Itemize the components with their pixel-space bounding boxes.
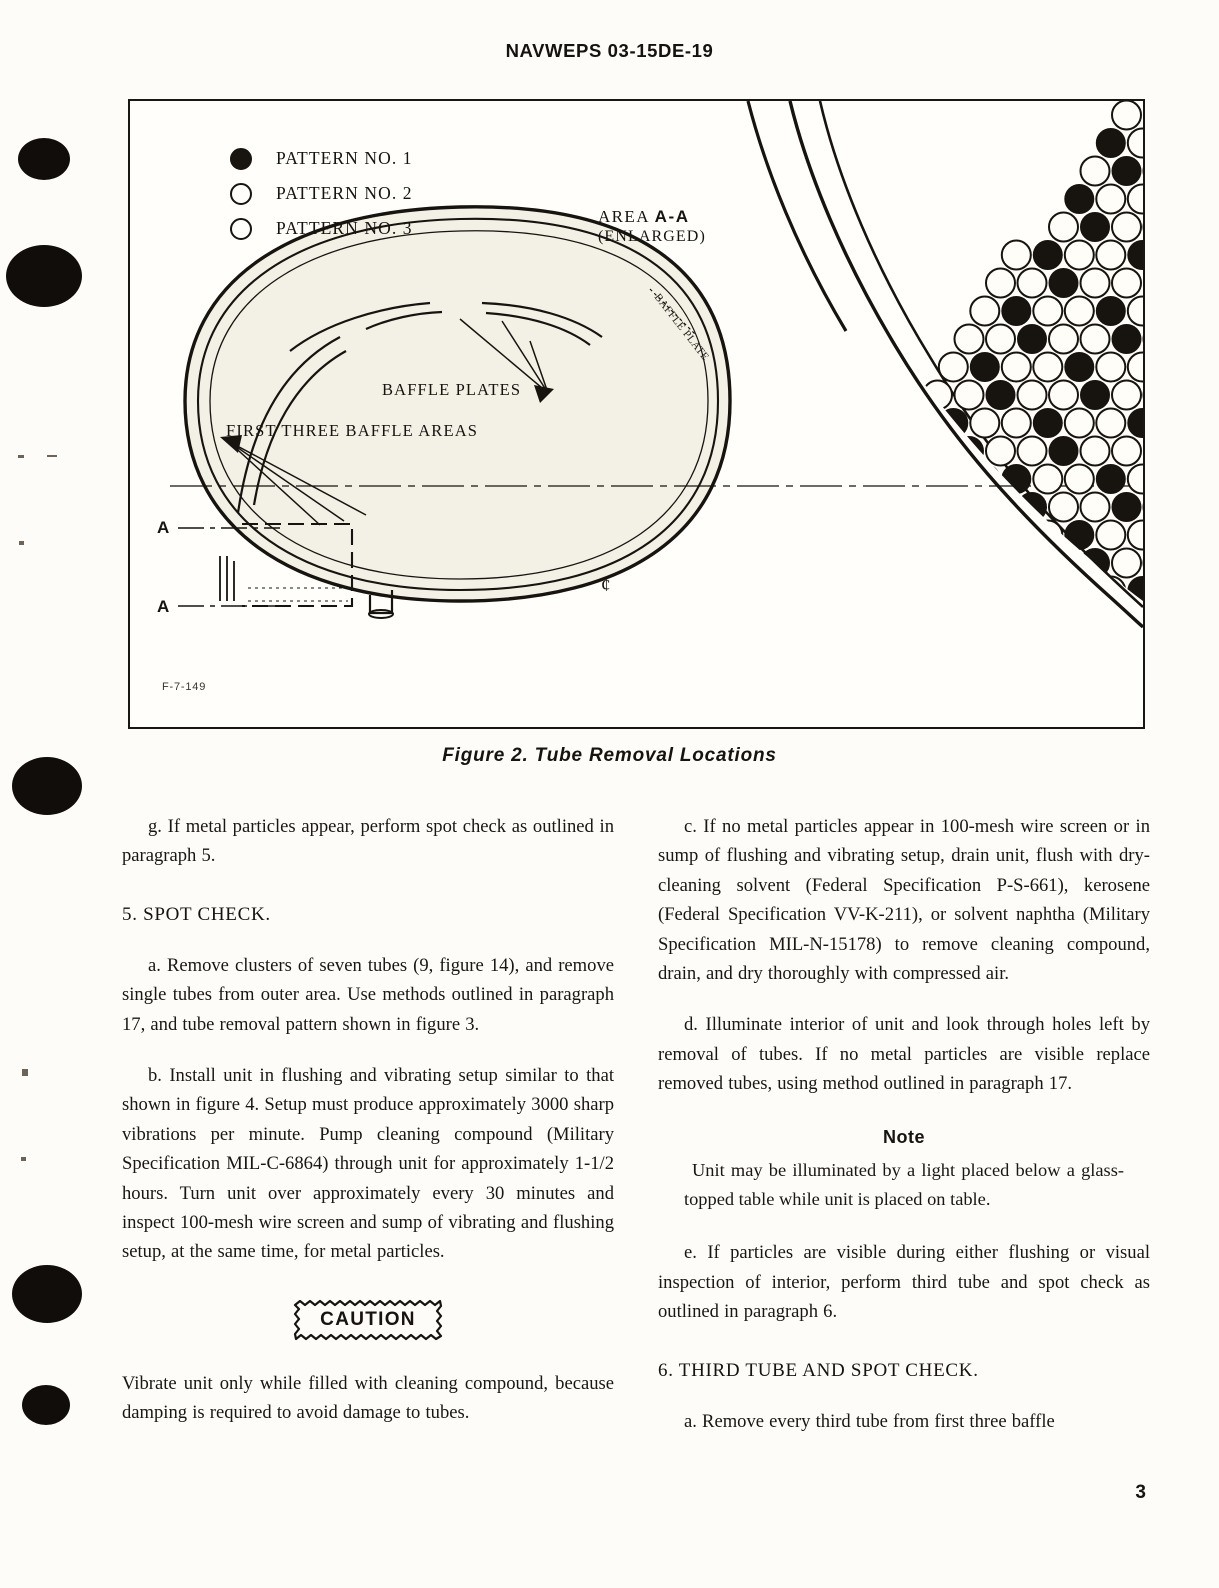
tube-pattern-open (1081, 493, 1110, 522)
tube-pattern-open (1096, 241, 1125, 270)
tube-pattern-open (939, 521, 968, 550)
tube-pattern-open (1128, 521, 1143, 550)
right-text-column (658, 812, 1150, 1458)
legend-label-pattern-1: PATTERN NO. 1 (276, 148, 413, 168)
heading-6-third-tube-and-spot-check: 6. THIRD TUBE AND SPOT CHECK. (658, 1359, 979, 1381)
tube-pattern-1 (829, 661, 858, 690)
tube-pattern-open (1112, 549, 1141, 578)
tube-pattern-open (1018, 605, 1047, 634)
paragraph-6a: a. Remove every third tube from first three baffle (684, 1410, 1055, 1432)
tube-pattern-1 (923, 661, 952, 690)
tube-pattern-open (1002, 521, 1031, 550)
caution-box (291, 1297, 445, 1343)
tube-pattern-1 (1065, 521, 1094, 550)
centerline-symbol: ¢ (601, 575, 611, 596)
tube-pattern-open (1049, 549, 1078, 578)
paragraph-5d: d. Illuminate interior of unit and look through holes left by removal of tubes. If no metal particles are visible replace removed tubes, using method outlined in paragraph 17. (658, 1014, 1150, 1095)
tube-pattern-1 (907, 633, 936, 662)
scan-artifact-punch (12, 1265, 82, 1323)
tube-pattern-1 (1018, 325, 1047, 354)
tube-pattern-1 (1018, 493, 1047, 522)
figure-2-frame (128, 99, 1145, 729)
tube-pattern-1 (1128, 577, 1143, 606)
tube-pattern-open (1112, 437, 1141, 466)
tube-pattern-open (1033, 297, 1062, 326)
tube-pattern-1 (1128, 241, 1143, 270)
tube-pattern-open (1065, 297, 1094, 326)
tube-pattern-open (876, 633, 905, 662)
tube-pattern-open (1096, 409, 1125, 438)
tube-pattern-open (986, 269, 1015, 298)
tube-pattern-1 (1096, 465, 1125, 494)
tube-pattern-open (1002, 577, 1031, 606)
callout-first-three-baffle-areas: FIRST THREE BAFFLE AREAS (226, 421, 479, 440)
tube-pattern-1 (1112, 661, 1141, 690)
tube-pattern-open (1128, 465, 1143, 494)
tube-pattern-open (1049, 325, 1078, 354)
tube-pattern-open (1018, 269, 1047, 298)
tube-pattern-open (1049, 717, 1078, 728)
tube-pattern-open (1065, 465, 1094, 494)
tube-pattern-open (923, 549, 952, 578)
tube-pattern-open (1065, 241, 1094, 270)
tube-pattern-open (955, 325, 984, 354)
tube-pattern-1 (876, 521, 905, 550)
tube-pattern-1 (813, 633, 842, 662)
tube-pattern-open (1081, 437, 1110, 466)
paragraph-5b: b. Install unit in flushing and vibrating setup similar to that shown in figure 4. Setup must produce approximately 3000 sharp vibrations per minute. Pump cleaning compound (Military Specification MIL-C-6864) through unit for approximately 1-1/2 hours. Turn unit over approximately every 30 minutes and inspect 100-mesh wire screen and sump of vibrating and flushing setup, at the same time, for metal particles. (122, 1065, 614, 1263)
tube-pattern-open (986, 325, 1015, 354)
tube-pattern-open (1128, 633, 1143, 662)
tube-pattern-open (1081, 661, 1110, 690)
caution-label: CAUTION (320, 1308, 416, 1330)
tube-pattern-1 (1096, 633, 1125, 662)
tube-pattern-1 (1065, 185, 1094, 214)
tube-pattern-open (860, 661, 889, 690)
scan-artifact-punch (18, 138, 70, 180)
tube-pattern-1 (1081, 549, 1110, 578)
tube-pattern-open (1018, 549, 1047, 578)
tube-pattern-1 (955, 437, 984, 466)
tube-pattern-1 (1112, 493, 1141, 522)
tube-pattern-open (907, 689, 936, 718)
scan-artifact-speck (21, 1157, 26, 1161)
tube-pattern-1 (970, 689, 999, 718)
tube-pattern-open (986, 605, 1015, 634)
tube-pattern-open (1081, 157, 1110, 186)
tube-pattern-open (1033, 689, 1062, 718)
tube-pattern-open (1081, 325, 1110, 354)
figure-2-caption: Figure 2. Tube Removal Locations (442, 745, 777, 766)
tube-pattern-1 (1081, 717, 1110, 728)
left-text-column (122, 812, 614, 1450)
tube-pattern-open (1112, 101, 1141, 130)
tube-pattern-open (1033, 465, 1062, 494)
area-a-a-label (598, 206, 706, 247)
scan-artifact-speck (18, 455, 24, 458)
tube-pattern-open (923, 605, 952, 634)
tube-pattern-open (970, 297, 999, 326)
tube-pattern-open (955, 549, 984, 578)
tube-pattern-open (892, 605, 921, 634)
tube-pattern-open (939, 689, 968, 718)
tube-pattern-open (1112, 381, 1141, 410)
tube-pattern-open (970, 465, 999, 494)
tube-pattern-1 (939, 577, 968, 606)
tube-pattern-open (829, 605, 858, 634)
tube-pattern-1 (970, 353, 999, 382)
tube-pattern-open (923, 437, 952, 466)
svg-text:BAFFLE PLATE: BAFFLE PLATE (651, 291, 712, 364)
tube-pattern-1 (970, 521, 999, 550)
tube-pattern-open (1018, 717, 1047, 728)
tube-pattern-open (1112, 213, 1141, 242)
tube-pattern-open (1112, 717, 1141, 728)
pattern-legend (230, 141, 413, 246)
tube-pattern-open (970, 409, 999, 438)
tube-pattern-open (844, 689, 873, 718)
tube-pattern-open (1081, 269, 1110, 298)
tube-pattern-1 (955, 605, 984, 634)
tube-pattern-1 (986, 549, 1015, 578)
tube-pattern-open (892, 661, 921, 690)
caution-text: Vibrate unit only while filled with cleaning compound, because damping is required to avoid damage to tubes. (122, 1372, 614, 1424)
tube-pattern-open (844, 521, 873, 550)
tube-pattern-1 (1018, 661, 1047, 690)
tube-pattern-open (1096, 353, 1125, 382)
tube-pattern-open (923, 381, 952, 410)
tube-pattern-open (1002, 689, 1031, 718)
tube-pattern-1 (1112, 157, 1141, 186)
tube-pattern-open (1128, 353, 1143, 382)
tube-pattern-1 (860, 605, 889, 634)
page-number: 3 (1135, 1482, 1146, 1503)
tube-pattern-open (1049, 661, 1078, 690)
open-circle-icon (230, 183, 252, 205)
tube-pattern-open (939, 353, 968, 382)
tube-pattern-open (1049, 213, 1078, 242)
tube-pattern-open (1033, 353, 1062, 382)
tube-pattern-1 (1081, 213, 1110, 242)
tube-pattern-1 (876, 689, 905, 718)
open-circle-icon (230, 218, 252, 240)
tube-pattern-1 (1002, 633, 1031, 662)
tube-pattern-open (1065, 409, 1094, 438)
tube-pattern-open (955, 381, 984, 410)
legend-row-pattern-1 (230, 141, 413, 176)
scan-artifact-speck (22, 1069, 28, 1076)
tube-pattern-open (1002, 353, 1031, 382)
tube-pattern-open (829, 549, 858, 578)
tube-pattern-open (986, 437, 1015, 466)
tube-pattern-1 (1081, 381, 1110, 410)
area-label-prefix: AREA (598, 207, 655, 226)
legend-label-pattern-3: PATTERN NO. 3 (276, 218, 413, 238)
tube-pattern-open (907, 409, 936, 438)
tube-pattern-open (1096, 689, 1125, 718)
scan-artifact-punch (22, 1385, 70, 1425)
tube-pattern-1 (1002, 465, 1031, 494)
legend-row-pattern-3 (230, 211, 413, 246)
tube-pattern-open (1096, 521, 1125, 550)
legend-label-pattern-2: PATTERN NO. 2 (276, 183, 413, 203)
tube-pattern-1 (1065, 353, 1094, 382)
tube-pattern-open (1033, 521, 1062, 550)
tube-pattern-1 (986, 717, 1015, 728)
heading-5-spot-check: 5. SPOT CHECK. (122, 903, 271, 925)
tube-pattern-open (860, 493, 889, 522)
tube-pattern-open (1065, 633, 1094, 662)
tube-pattern-1 (1065, 689, 1094, 718)
tube-pattern-1 (923, 493, 952, 522)
tube-pattern-1 (1096, 297, 1125, 326)
tube-pattern-1 (892, 549, 921, 578)
tube-pattern-open (1128, 185, 1143, 214)
section-marker-a-bottom: A (157, 597, 170, 616)
tube-pattern-open (907, 577, 936, 606)
tube-pattern-open (1033, 633, 1062, 662)
tube-pattern-open (970, 633, 999, 662)
tube-pattern-1 (1049, 269, 1078, 298)
tube-pattern-open (1128, 129, 1143, 158)
paragraph-5a: a. Remove clusters of seven tubes (9, figure 14), and remove single tubes from outer area. Use methods outlined in paragraph 17, and tube removal pattern shown in figure 3. (122, 954, 614, 1035)
scan-artifact-speck (19, 541, 24, 545)
tube-pattern-open (876, 577, 905, 606)
tube-pattern-open (892, 493, 921, 522)
paragraph-5c: c. If no metal particles appear in 100-mesh wire screen or in sump of flushing and vibrating setup, drain unit, flush with dry-cleaning solvent (Federal Specification P-S-661), kerosene (Federal Specification VV-K-211), or solvent naphtha (Military Specification MIL-N-15178) to remove cleaning compound, drain, and dry thoroughly with compressed air. (658, 816, 1150, 985)
note-heading: Note (883, 1126, 925, 1147)
tube-pattern-open (1096, 185, 1125, 214)
tube-pattern-1 (1033, 409, 1062, 438)
scan-artifact-punch (6, 245, 82, 307)
tube-pattern-open (876, 465, 905, 494)
tube-pattern-open (955, 717, 984, 728)
tube-pattern-open (844, 633, 873, 662)
area-label-enlarged: (ENLARGED) (598, 228, 706, 246)
tube-pattern-open (907, 521, 936, 550)
note-text: Unit may be illuminated by a light placed below a glass-topped table while unit is placed on table. (684, 1159, 1124, 1210)
tube-pattern-1 (1128, 409, 1143, 438)
tube-pattern-1 (1033, 577, 1062, 606)
tube-pattern-1 (797, 717, 826, 728)
tube-pattern-1 (939, 409, 968, 438)
tube-pattern-open (1018, 437, 1047, 466)
tube-pattern-1 (892, 717, 921, 728)
tube-pattern-1 (986, 381, 1015, 410)
tube-pattern-1 (1096, 129, 1125, 158)
caution-block (122, 1297, 614, 1343)
callout-baffle-plates: BAFFLE PLATES (382, 380, 522, 399)
tube-pattern-open (1002, 241, 1031, 270)
tube-pattern-open (986, 661, 1015, 690)
tube-pattern-open (1018, 381, 1047, 410)
section-marker-a-top: A (157, 518, 170, 537)
legend-row-pattern-2 (230, 176, 413, 211)
tube-pattern-open (939, 465, 968, 494)
tube-pattern-1 (844, 577, 873, 606)
tube-pattern-open (1049, 381, 1078, 410)
tube-pattern-open (955, 661, 984, 690)
tube-pattern-open (1002, 409, 1031, 438)
running-head: NAVWEPS 03-15DE-19 (505, 40, 714, 61)
tube-pattern-1 (907, 465, 936, 494)
tube-pattern-open (923, 717, 952, 728)
filled-circle-icon (230, 148, 252, 170)
tube-pattern-1 (1112, 325, 1141, 354)
tube-pattern-open (1096, 577, 1125, 606)
tube-pattern-open (766, 717, 795, 728)
tube-pattern-open (892, 437, 921, 466)
tube-pattern-open (797, 661, 826, 690)
tube-pattern-open (1112, 605, 1141, 634)
tube-pattern-open (860, 549, 889, 578)
tube-pattern-open (1049, 493, 1078, 522)
tube-pattern-open (829, 717, 858, 728)
tube-pattern-open (1128, 689, 1143, 718)
paragraph-5e: e. If particles are visible during either flushing or visual inspection of interior, perform third tube and spot check as outlined in paragraph 6. (658, 1242, 1150, 1323)
tube-pattern-1 (1049, 605, 1078, 634)
tube-pattern-open (939, 633, 968, 662)
tube-pattern-open (986, 493, 1015, 522)
tube-pattern-open (1065, 577, 1094, 606)
tube-pattern-open (813, 689, 842, 718)
scan-artifact-speck (47, 455, 57, 457)
tube-pattern-open (970, 577, 999, 606)
tube-pattern-open (1112, 269, 1141, 298)
paragraph-g: g. If metal particles appear, perform spot check as outlined in paragraph 5. (122, 816, 614, 867)
tube-pattern-open (1081, 605, 1110, 634)
tube-pattern-open (860, 717, 889, 728)
tube-pattern-1 (1049, 437, 1078, 466)
drawing-number: F-7-149 (162, 681, 207, 693)
tube-pattern-1 (1002, 297, 1031, 326)
tube-pattern-1 (1033, 241, 1062, 270)
tube-pattern-open (955, 493, 984, 522)
area-label-suffix: A-A (654, 207, 690, 226)
tube-pattern-open (1128, 297, 1143, 326)
